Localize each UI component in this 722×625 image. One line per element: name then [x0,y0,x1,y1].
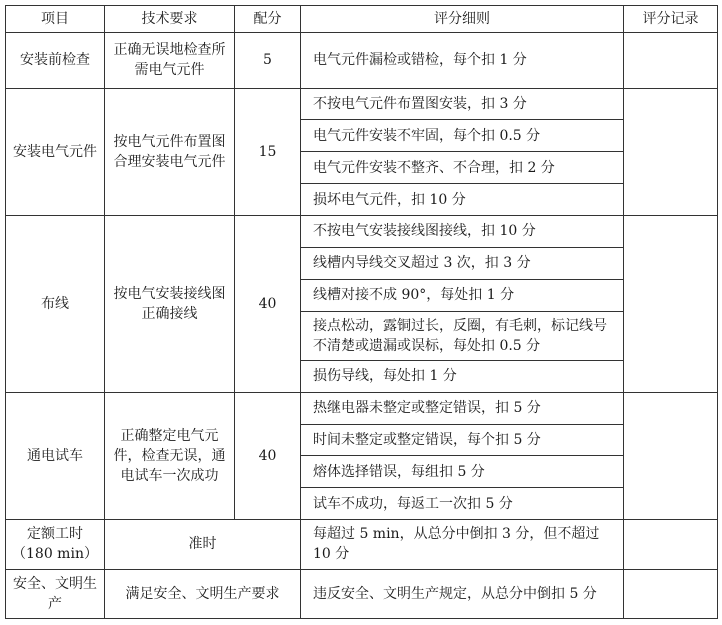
criteria-cell: 电气元件安装不整齐、不合理，扣 2 分 [301,152,624,184]
requirement-cell: 满足安全、文明生产要求 [105,569,301,618]
record-cell [624,88,718,215]
item-cell: 定额工时（180 min） [6,520,105,569]
table-row [6,569,718,618]
requirement-cell: 按电气安装接线图正确接线 [105,215,235,392]
table-row [6,33,718,89]
criteria-cell: 熔体选择错误，每组扣 5 分 [301,456,624,488]
criteria-cell: 时间未整定或整定错误，每个扣 5 分 [301,424,624,456]
table-row [6,215,718,247]
item-cell: 安装电气元件 [6,88,105,215]
requirement-cell: 按电气元件布置图合理安装电气元件 [105,88,235,215]
criteria-cell: 损坏电气元件，扣 10 分 [301,184,624,216]
criteria-cell: 不按电气安装接线图接线，扣 10 分 [301,215,624,247]
criteria-cell: 损伤导线，每处扣 1 分 [301,360,624,392]
criteria-cell: 线槽内导线交叉超过 3 次，扣 3 分 [301,247,624,279]
record-cell [624,520,718,569]
header-requirement: 技术要求 [105,6,235,33]
criteria-cell: 线槽对接不成 90°，每处扣 1 分 [301,279,624,311]
record-cell [624,33,718,89]
points-cell: 40 [235,392,301,519]
table-row [6,88,718,120]
criteria-cell: 电气元件安装不牢固，每个扣 0.5 分 [301,120,624,152]
item-cell: 安全、文明生产 [6,569,105,618]
points-cell: 15 [235,88,301,215]
criteria-cell: 接点松动，露铜过长，反圈，有毛刺，标记线号不清楚或遗漏或误标，每处扣 0.5 分 [301,311,624,360]
table-row [6,392,718,424]
requirement-cell: 正确整定电气元件，检查无误，通电试车一次成功 [105,392,235,519]
header-item: 项目 [6,6,105,33]
criteria-cell: 违反安全、文明生产规定，从总分中倒扣 5 分 [301,569,624,618]
item-cell: 安装前检查 [6,33,105,89]
criteria-cell: 电气元件漏检或错检，每个扣 1 分 [301,33,624,89]
record-cell [624,392,718,519]
header-record: 评分记录 [624,6,718,33]
criteria-cell: 热继电器未整定或整定错误，扣 5 分 [301,392,624,424]
criteria-cell: 每超过 5 min，从总分中倒扣 3 分，但不超过 10 分 [301,520,624,569]
points-cell: 40 [235,215,301,392]
time-standard-cell: 准时 [105,520,301,569]
criteria-cell: 试车不成功，每返工一次扣 5 分 [301,488,624,520]
requirement-cell: 正确无误地检查所需电气元件 [105,33,235,89]
header-row [6,6,718,33]
criteria-cell: 不按电气元件布置图安装，扣 3 分 [301,88,624,120]
header-criteria: 评分细则 [301,6,624,33]
table-row [6,520,718,569]
record-cell [624,215,718,392]
record-cell [624,569,718,618]
item-cell: 通电试车 [6,392,105,519]
header-points: 配分 [235,6,301,33]
points-cell: 5 [235,33,301,89]
scoring-table [5,5,718,619]
item-cell: 布线 [6,215,105,392]
